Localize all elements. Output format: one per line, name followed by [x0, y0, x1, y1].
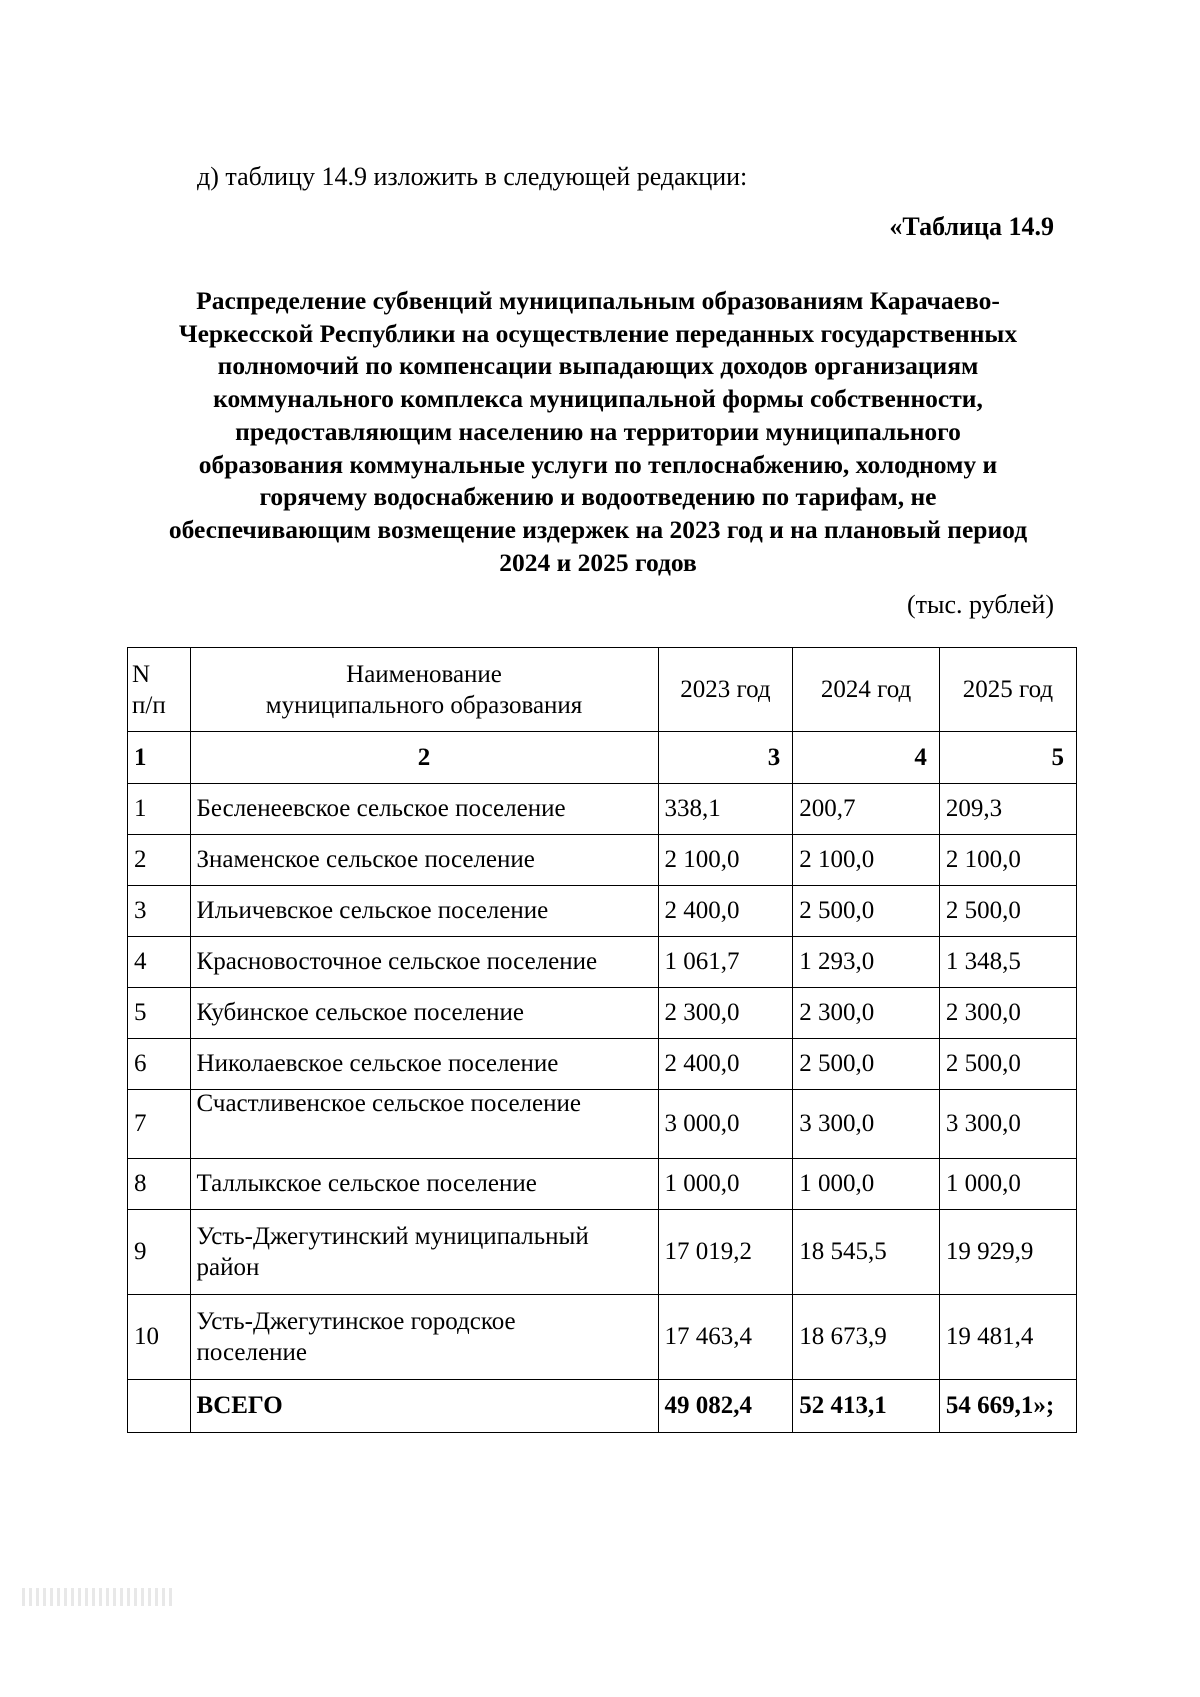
row-number: 6	[128, 1039, 191, 1090]
heading-line: предоставляющим населению на территории муниципального	[235, 416, 961, 446]
row-value-2025: 19 929,9	[939, 1210, 1076, 1295]
row-value-2023: 2 100,0	[658, 835, 793, 886]
total-value-2024: 52 413,1	[793, 1380, 940, 1433]
row-number: 2	[128, 835, 191, 886]
row-value-2024: 2 100,0	[793, 835, 940, 886]
row-number: 1	[128, 784, 191, 835]
row-value-2023: 2 400,0	[658, 1039, 793, 1090]
row-number: 10	[128, 1295, 191, 1380]
subventions-table	[127, 647, 1077, 1433]
table-heading	[128, 285, 1068, 579]
row-value-2024: 18 673,9	[793, 1295, 940, 1380]
table-row	[128, 1039, 1077, 1090]
row-number: 5	[128, 988, 191, 1039]
row-value-2025: 2 500,0	[939, 1039, 1076, 1090]
row-name: Кубинское сельское поселение	[190, 988, 658, 1039]
heading-line: полномочий по компенсации выпадающих доходов организациям	[217, 351, 979, 381]
table-row	[128, 937, 1077, 988]
row-name: Николаевское сельское поселение	[190, 1039, 658, 1090]
column-index-cell: 1	[128, 732, 191, 784]
row-number: 4	[128, 937, 191, 988]
table-reference: «Таблица 14.9	[889, 212, 1054, 241]
intro-text: д) таблицу 14.9 изложить в следующей редакции:	[197, 162, 748, 191]
row-number: 7	[128, 1090, 191, 1159]
row-value-2023: 3 000,0	[658, 1090, 793, 1159]
row-value-2025: 2 300,0	[939, 988, 1076, 1039]
total-value-2023: 49 082,4	[658, 1380, 793, 1433]
table-row	[128, 835, 1077, 886]
table-row	[128, 784, 1077, 835]
row-number: 9	[128, 1210, 191, 1295]
row-value-2025: 3 300,0	[939, 1090, 1076, 1159]
row-value-2025: 1 000,0	[939, 1159, 1076, 1210]
row-value-2024: 1 293,0	[793, 937, 940, 988]
row-number: 3	[128, 886, 191, 937]
heading-line: горячему водоснабжению и водоотведению по тарифам, не	[259, 482, 937, 512]
row-name: Бесленеевское сельское поселение	[190, 784, 658, 835]
row-value-2025: 19 481,4	[939, 1295, 1076, 1380]
table-row	[128, 1295, 1077, 1380]
row-name: Знаменское сельское поселение	[190, 835, 658, 886]
row-name: Красновосточное сельское поселение	[190, 937, 658, 988]
row-name-line1: Усть-Джегутинский муниципальный	[196, 1223, 589, 1250]
row-value-2023: 2 400,0	[658, 886, 793, 937]
row-name-line2: район	[196, 1254, 260, 1281]
total-label: ВСЕГО	[190, 1380, 658, 1433]
row-name-line2: поселение	[196, 1339, 307, 1366]
row-name	[190, 1295, 658, 1380]
scan-artifact	[22, 1588, 172, 1606]
total-value-2025: 54 669,1»;	[939, 1380, 1076, 1433]
column-index-cell: 3	[658, 732, 793, 784]
header-2025: 2025 год	[939, 648, 1076, 732]
table-row	[128, 988, 1077, 1039]
units-label: (тыс. рублей)	[906, 590, 1054, 619]
row-name-line1: Усть-Джегутинское городское	[196, 1308, 516, 1335]
column-index-cell: 5	[939, 732, 1076, 784]
column-index-cell: 2	[190, 732, 658, 784]
table-row	[128, 1159, 1077, 1210]
total-number	[128, 1380, 191, 1433]
heading-line: обеспечивающим возмещение издержек на 2023 год и на плановый период	[168, 514, 1028, 544]
total-row	[128, 1380, 1077, 1433]
heading-line: Черкесской Республики на осуществление переданных государственных	[178, 318, 1018, 348]
header-name	[190, 648, 658, 732]
row-value-2023: 17 463,4	[658, 1295, 793, 1380]
row-value-2023: 338,1	[658, 784, 793, 835]
row-name	[190, 1210, 658, 1295]
row-value-2023: 1 061,7	[658, 937, 793, 988]
row-value-2024: 2 500,0	[793, 1039, 940, 1090]
row-value-2024: 2 500,0	[793, 886, 940, 937]
header-number-line1: N	[132, 660, 151, 688]
row-value-2024: 1 000,0	[793, 1159, 940, 1210]
header-name-line2: муниципального образования	[265, 691, 583, 719]
row-name: Таллыкское сельское поселение	[190, 1159, 658, 1210]
header-number-line2: п/п	[132, 691, 166, 719]
row-value-2023: 17 019,2	[658, 1210, 793, 1295]
header-2024: 2024 год	[793, 648, 940, 732]
column-index-cell: 4	[793, 732, 940, 784]
heading-line: 2024 и 2025 годов	[499, 547, 697, 577]
row-value-2024: 3 300,0	[793, 1090, 940, 1159]
row-value-2025: 2 100,0	[939, 835, 1076, 886]
row-name: Ильичевское сельское поселение	[190, 886, 658, 937]
row-value-2024: 18 545,5	[793, 1210, 940, 1295]
table-row	[128, 886, 1077, 937]
header-number	[128, 648, 191, 732]
header-row	[128, 648, 1077, 732]
table-row	[128, 1090, 1077, 1159]
row-value-2025: 209,3	[939, 784, 1076, 835]
row-value-2023: 2 300,0	[658, 988, 793, 1039]
header-name-line1: Наименование	[346, 660, 502, 688]
table-row	[128, 1210, 1077, 1295]
header-2023: 2023 год	[658, 648, 793, 732]
row-value-2025: 2 500,0	[939, 886, 1076, 937]
heading-line: образования коммунальные услуги по теплоснабжению, холодному и	[198, 449, 998, 479]
row-value-2024: 200,7	[793, 784, 940, 835]
heading-line: Распределение субвенций муниципальным образованиям Карачаево-	[196, 286, 1000, 315]
row-value-2023: 1 000,0	[658, 1159, 793, 1210]
row-value-2024: 2 300,0	[793, 988, 940, 1039]
column-index-row	[128, 732, 1077, 784]
row-name: Счастливенское сельское поселение	[190, 1090, 658, 1159]
row-value-2025: 1 348,5	[939, 937, 1076, 988]
heading-line: коммунального комплекса муниципальной формы собственности,	[213, 384, 983, 414]
row-number: 8	[128, 1159, 191, 1210]
